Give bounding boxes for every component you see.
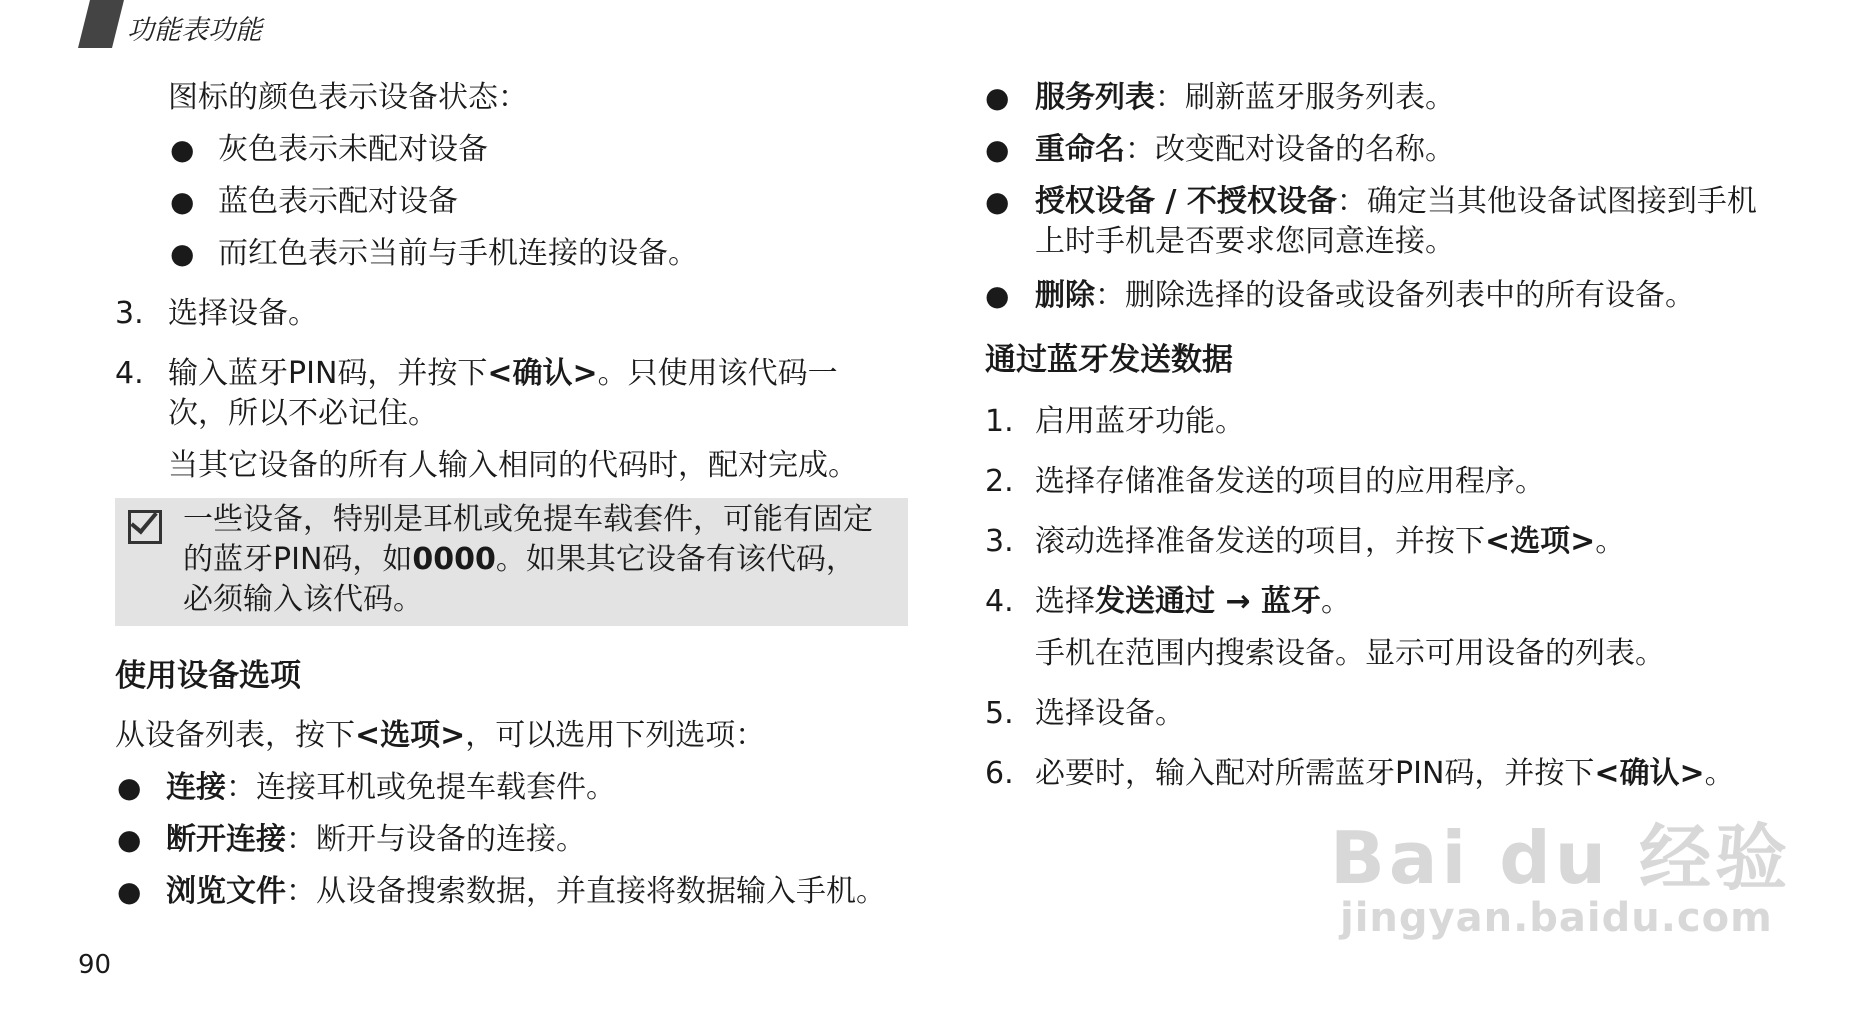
section-heading: 使用设备选项 [115, 658, 301, 694]
watermark-logo: Bai du 经验 [1330, 816, 1792, 900]
bullet-icon: ● [117, 875, 142, 908]
step-text: 选择设备。 [1035, 696, 1185, 731]
step-text: 滚动选择准备发送的项目，并按下<选项>。 [1035, 524, 1626, 559]
bullet-icon: ● [170, 133, 195, 166]
step-number: 3. [985, 524, 1014, 559]
option-item: 连接：连接耳机或免提车载套件。 [166, 770, 616, 805]
option-item: 浏览文件：从设备搜索数据，并直接将数据输入手机。 [166, 874, 886, 909]
bullet-icon: ● [117, 823, 142, 856]
step-number: 1. [985, 404, 1014, 439]
step-number: 4. [985, 584, 1014, 619]
bullet-icon: ● [985, 279, 1010, 312]
step-text: 选择发送通过 → 蓝牙。 [1035, 584, 1352, 619]
note-box [115, 498, 908, 626]
option-item: 删除：删除选择的设备或设备列表中的所有设备。 [1035, 278, 1695, 313]
step-text: 输入蓝牙PIN码，并按下<确认>。只使用该代码一 [168, 356, 838, 391]
watermark-url: jingyan.baidu.com [1340, 895, 1773, 941]
step-number: 4. [115, 356, 144, 391]
bullet-icon: ● [985, 133, 1010, 166]
section-intro: 从设备列表，按下<选项>，可以选用下列选项： [115, 718, 766, 753]
step-text: 必要时，输入配对所需蓝牙PIN码，并按下<确认>。 [1035, 756, 1735, 791]
step-number: 6. [985, 756, 1014, 791]
note-line: 必须输入该代码。 [183, 582, 423, 617]
list-item: 灰色表示未配对设备 [218, 132, 488, 167]
bullet-icon: ● [170, 237, 195, 270]
icon-colors-intro: 图标的颜色表示设备状态： [168, 80, 528, 115]
list-item: 而红色表示当前与手机连接的设备。 [218, 236, 698, 271]
note-checkbox-icon [128, 510, 162, 544]
step-text-continued: 次，所以不必记住。 [168, 396, 438, 431]
page-number: 90 [78, 950, 112, 980]
option-item-continued: 上时手机是否要求您同意连接。 [1035, 224, 1455, 259]
bullet-icon: ● [170, 185, 195, 218]
option-item: 服务列表：刷新蓝牙服务列表。 [1035, 80, 1455, 115]
step-subtext: 手机在范围内搜索设备。显示可用设备的列表。 [1035, 636, 1665, 671]
step-number: 2. [985, 464, 1014, 499]
option-item: 断开连接：断开与设备的连接。 [166, 822, 586, 857]
bullet-icon: ● [985, 185, 1010, 218]
header-accent-bar [78, 0, 124, 48]
page-header-title: 功能表功能 [127, 15, 262, 46]
option-item: 重命名：改变配对设备的名称。 [1035, 132, 1455, 167]
step-number: 5. [985, 696, 1014, 731]
step-number: 3. [115, 296, 144, 331]
step-subtext: 当其它设备的所有人输入相同的代码时，配对完成。 [168, 448, 858, 483]
note-line: 的蓝牙PIN码，如0000。如果其它设备有该代码， [183, 542, 856, 577]
step-text: 启用蓝牙功能。 [1035, 404, 1245, 439]
option-item: 授权设备 / 不授权设备：确定当其他设备试图接到手机 [1035, 184, 1757, 219]
bullet-icon: ● [985, 81, 1010, 114]
step-text: 选择存储准备发送的项目的应用程序。 [1035, 464, 1545, 499]
step-text: 选择设备。 [168, 296, 318, 331]
list-item: 蓝色表示配对设备 [218, 184, 458, 219]
note-line: 一些设备，特别是耳机或免提车载套件，可能有固定 [183, 502, 873, 537]
section-heading: 通过蓝牙发送数据 [985, 342, 1233, 378]
bullet-icon: ● [117, 771, 142, 804]
